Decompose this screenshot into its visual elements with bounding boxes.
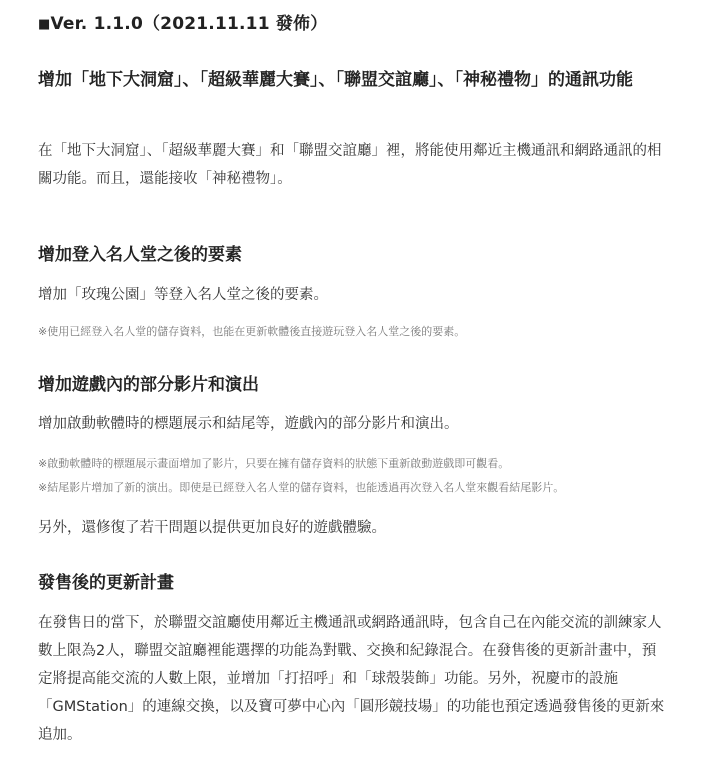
section-heading-communication: 增加「地下大洞窟」、「超級華麗大賽」、「聯盟交誼廳」、「神秘禮物」的通訊功能 — [38, 70, 633, 90]
bugfix-text: 另外，還修復了若干問題以提供更加良好的遊戲體驗。 — [38, 520, 386, 536]
section-body-communication: 在「地下大洞窟」、「超級華麗大賽」和「聯盟交誼廳」裡，將能使用鄰近主機通訊和網路通訊的相關功能。而且，還能接收「神秘禮物」。 — [38, 143, 662, 187]
section-heading-hall-of-fame: 增加登入名人堂之後的要素 — [38, 245, 242, 265]
note-title-movie: ※啟動軟體時的標題展示畫面增加了影片，只要在擁有儲存資料的狀態下重新啟動遊戲即可觀看。 — [38, 457, 510, 470]
note-ending-movie: ※結尾影片增加了新的演出。即使是已經登入名人堂的儲存資料，也能透過再次登入名人堂來觀看結尾影片。 — [38, 481, 565, 494]
section-body-update-plan: 在發售日的當下，於聯盟交誼廳使用鄰近主機通訊或網路通訊時，包含自己在內能交流的訓練家人數上限為2人，聯盟交誼廳裡能選擇的功能為對戰、交換和紀錄混合。在發售後的更新計畫中，預定將提高能交流的人數上限，並增加「打招呼」和「球殼裝飾」功能。另外，祝慶市的設施「GMStation」的連線交換，以及寶可夢中心內「圓形競技場」的功能也預定透過發售後的更新來追加。 — [38, 615, 665, 743]
note-hall-of-fame: ※使用已經登入名人堂的儲存資料，也能在更新軟體後直接遊玩登入名人堂之後的要素。 — [38, 325, 466, 338]
square-bullet-icon: ■ — [38, 17, 51, 32]
section-heading-update-plan: 發售後的更新計畫 — [38, 573, 174, 593]
section-heading-movies: 增加遊戲內的部分影片和演出 — [38, 375, 259, 395]
section-body-hall-of-fame: 增加「玫瑰公園」等登入名人堂之後的要素。 — [38, 287, 328, 303]
version-title: Ver. 1.1.0（2021.11.11 發佈） — [50, 14, 328, 34]
version-header — [38, 9, 327, 34]
section-body-movies: 增加啟動軟體時的標題展示和結尾等，遊戲內的部分影片和演出。 — [38, 416, 459, 432]
